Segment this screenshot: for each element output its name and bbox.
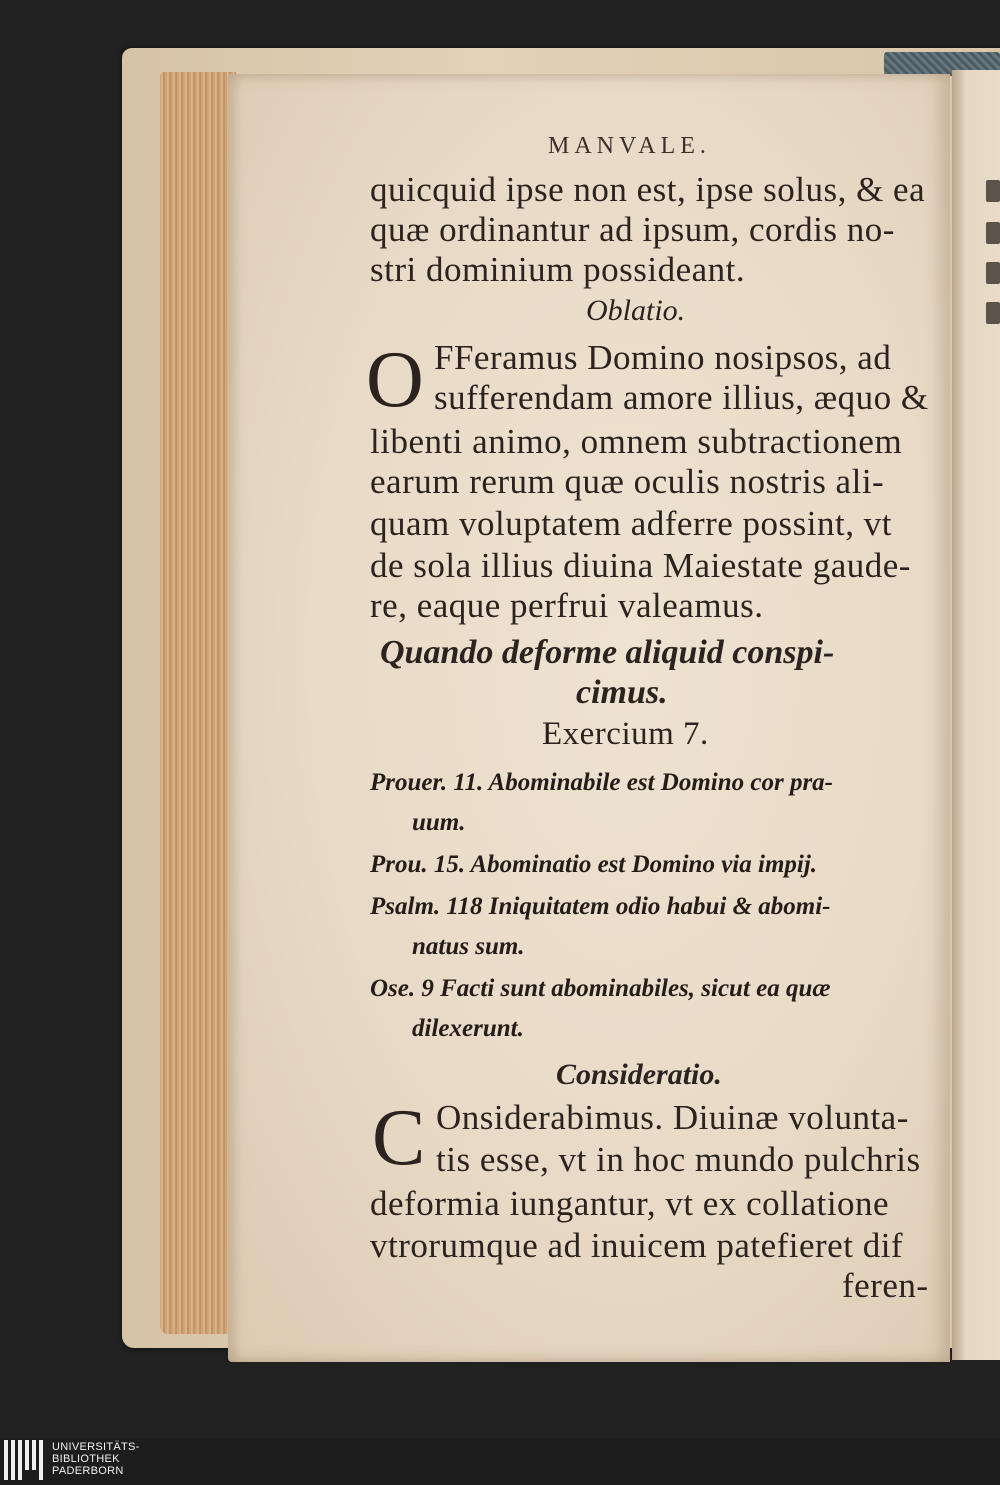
text-line: quam voluptatem adferre possint, vt (370, 504, 892, 543)
scripture-reference: dilexerunt. (412, 1015, 524, 1042)
library-logo-line: BIBLIOTHEK (52, 1453, 120, 1465)
scripture-reference: Ose. 9 Facti sunt abominabiles, sicut ea quæ (370, 975, 831, 1002)
text-line: Onsiderabimus. Diuinæ volunta- (436, 1098, 909, 1137)
scripture-reference: Prouer. 11. Abominabile est Domino cor pra- (370, 769, 834, 796)
page-edges (160, 72, 236, 1334)
section-title: Quando deforme aliquid conspi- (380, 634, 835, 671)
consideratio-heading: Consideratio. (556, 1058, 722, 1091)
text-line: earum rerum quæ oculis nostris ali- (370, 462, 885, 501)
facing-page-ink (986, 222, 1000, 244)
library-logo-line: UNIVERSITÄTS- (52, 1441, 140, 1453)
facing-page-ink (986, 302, 1000, 324)
exercise-number: Exercium 7. (542, 716, 709, 752)
text-line: vtrorumque ad inuicem patefieret dif (370, 1226, 904, 1265)
footer-bar (0, 1438, 1000, 1485)
text-line: sufferendam amore illius, æquo & (434, 378, 929, 417)
text-line: quæ ordinantur ad ipsum, cordis no- (370, 210, 895, 249)
library-logo (52, 1441, 140, 1477)
facing-page-ink (986, 180, 1000, 202)
drop-cap: C (372, 1094, 426, 1182)
scripture-reference: Psalm. 118 Iniquitatem odio habui & abomi- (370, 893, 831, 920)
facing-page-ink (986, 262, 1000, 284)
text-line: FFeramus Domino nosipsos, ad (434, 338, 892, 377)
catchword: feren- (842, 1266, 929, 1305)
scripture-reference: natus sum. (412, 933, 525, 960)
text-line: stri dominium possideant. (370, 250, 746, 289)
text-line: de sola illius diuina Maiestate gaude- (370, 546, 911, 585)
library-logo-line: PADERBORN (52, 1465, 124, 1477)
text-line: tis esse, vt in hoc mundo pulchris (436, 1140, 921, 1179)
section-title: cimus. (576, 674, 668, 711)
text-line: re, eaque perfrui valeamus. (370, 586, 764, 625)
library-logo-icon (2, 1438, 44, 1485)
oblatio-heading: Oblatio. (586, 294, 686, 327)
scripture-reference: Prou. 15. Abominatio est Domino via impij. (370, 851, 818, 878)
text-line: deformia iungantur, vt ex collatione (370, 1184, 890, 1223)
text-line: quicquid ipse non est, ipse solus, & ea (370, 170, 926, 209)
drop-cap: O (366, 336, 424, 424)
text-line: libenti animo, omnem subtractionem (370, 422, 903, 461)
scripture-reference: uum. (412, 809, 466, 836)
running-head: MANVALE. (548, 133, 711, 159)
